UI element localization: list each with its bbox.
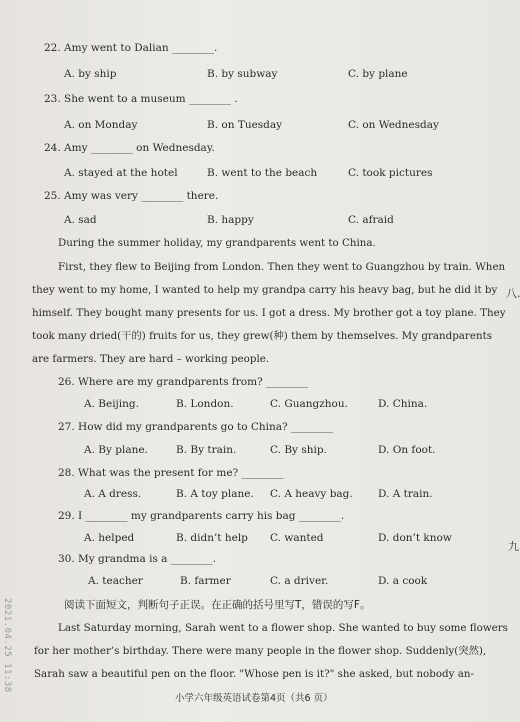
- passage-1-line-1: During the summer holiday, my grandparents went to China.: [58, 237, 376, 249]
- question-25-stem: 25. Amy was very ________ there.: [44, 190, 219, 202]
- question-27-option-a: A. By plane.: [84, 444, 148, 456]
- question-26-stem: 26. Where are my grandparents from? ________: [58, 376, 308, 388]
- question-27-stem: 27. How did my grandparents go to China? ________: [58, 421, 334, 433]
- question-22-stem: 22. Amy went to Dalian ________.: [44, 42, 218, 54]
- passage-1-line-2: First, they flew to Beijing from London. Then they went to Guangzhou by train. When: [58, 261, 506, 273]
- question-26-option-b: B. London.: [176, 398, 234, 410]
- page-footer: 小学六年级英语试卷第4页（共6 页）: [175, 693, 333, 704]
- question-23-option-c: C. on Wednesday: [348, 119, 439, 131]
- question-28-option-b: B. A toy plane.: [176, 488, 254, 500]
- question-24-option-a: A. stayed at the hotel: [64, 167, 178, 179]
- question-22-option-b: B. by subway: [207, 68, 278, 80]
- question-30-option-d: D. a cook: [378, 575, 428, 587]
- question-29-option-d: D. don’t know: [378, 532, 452, 544]
- question-29-option-b: B. didn’t help: [176, 532, 248, 544]
- question-25-option-b: B. happy: [207, 214, 254, 226]
- question-30-option-c: C. a driver.: [270, 575, 329, 587]
- question-26-option-a: A. Beijing.: [84, 398, 139, 410]
- question-30-option-b: B. farmer: [180, 575, 231, 587]
- question-30-option-a: A. teacher: [88, 575, 143, 587]
- question-29-option-a: A. helped: [84, 532, 135, 544]
- passage-2-line-1: Last Saturday morning, Sarah went to a flower shop. She wanted to buy some flowers: [58, 622, 508, 634]
- question-26-option-c: C. Guangzhou.: [270, 398, 348, 410]
- section-instruction: 阅读下面短文，判断句子正误。在正确的括号里写T，错误的写F。: [64, 599, 371, 611]
- photo-timestamp: 2021.04.25 11:38: [2, 598, 12, 693]
- question-25-option-c: C. afraid: [348, 214, 394, 226]
- question-23-stem: 23. She went to a museum ________ .: [44, 93, 238, 105]
- question-23-option-a: A. on Monday: [64, 119, 138, 131]
- question-25-option-a: A. sad: [64, 214, 97, 226]
- margin-mark-8: 八.: [506, 287, 520, 300]
- question-29-stem: 29. I ________ my grandparents carry his bag ________.: [58, 510, 345, 522]
- question-29-option-c: C. wanted: [270, 532, 324, 544]
- passage-1-line-6: are farmers. They are hard – working people.: [32, 353, 270, 365]
- question-28-option-d: D. A train.: [378, 488, 433, 500]
- passage-1-line-5: took many dried(干的) fruits for us, they grew(种) them by themselves. My grandparents: [32, 330, 492, 342]
- question-28-option-a: A. A dress.: [84, 488, 142, 500]
- question-24-option-b: B. went to the beach: [207, 167, 318, 179]
- question-28-option-c: C. A heavy bag.: [270, 488, 353, 500]
- question-30-stem: 30. My grandma is a ________.: [58, 553, 217, 565]
- question-22-option-a: A. by ship: [64, 68, 117, 80]
- question-24-option-c: C. took pictures: [348, 167, 433, 179]
- question-24-stem: 24. Amy ________ on Wednesday.: [44, 142, 215, 154]
- question-27-option-b: B. By train.: [176, 444, 237, 456]
- question-28-stem: 28. What was the present for me? ________: [58, 467, 284, 479]
- passage-1-line-4: himself. They bought many presents for us. I got a dress. My brother got a toy plane. They: [32, 307, 506, 319]
- passage-2-line-2: for her mother’s birthday. There were many people in the flower shop. Suddenly(突然),: [34, 645, 487, 657]
- question-27-option-d: D. On foot.: [378, 444, 436, 456]
- passage-1-line-3: they went to my home, I wanted to help my grandpa carry his heavy bag, but he did it by: [32, 284, 498, 296]
- question-23-option-b: B. on Tuesday: [207, 119, 283, 131]
- margin-mark-9: 九: [508, 540, 519, 553]
- question-27-option-c: C. By ship.: [270, 444, 327, 456]
- passage-2-line-3: Sarah saw a beautiful pen on the floor. "Whose pen is it?" she asked, but nobody an-: [34, 668, 474, 680]
- question-26-option-d: D. China.: [378, 398, 428, 410]
- question-22-option-c: C. by plane: [348, 68, 408, 80]
